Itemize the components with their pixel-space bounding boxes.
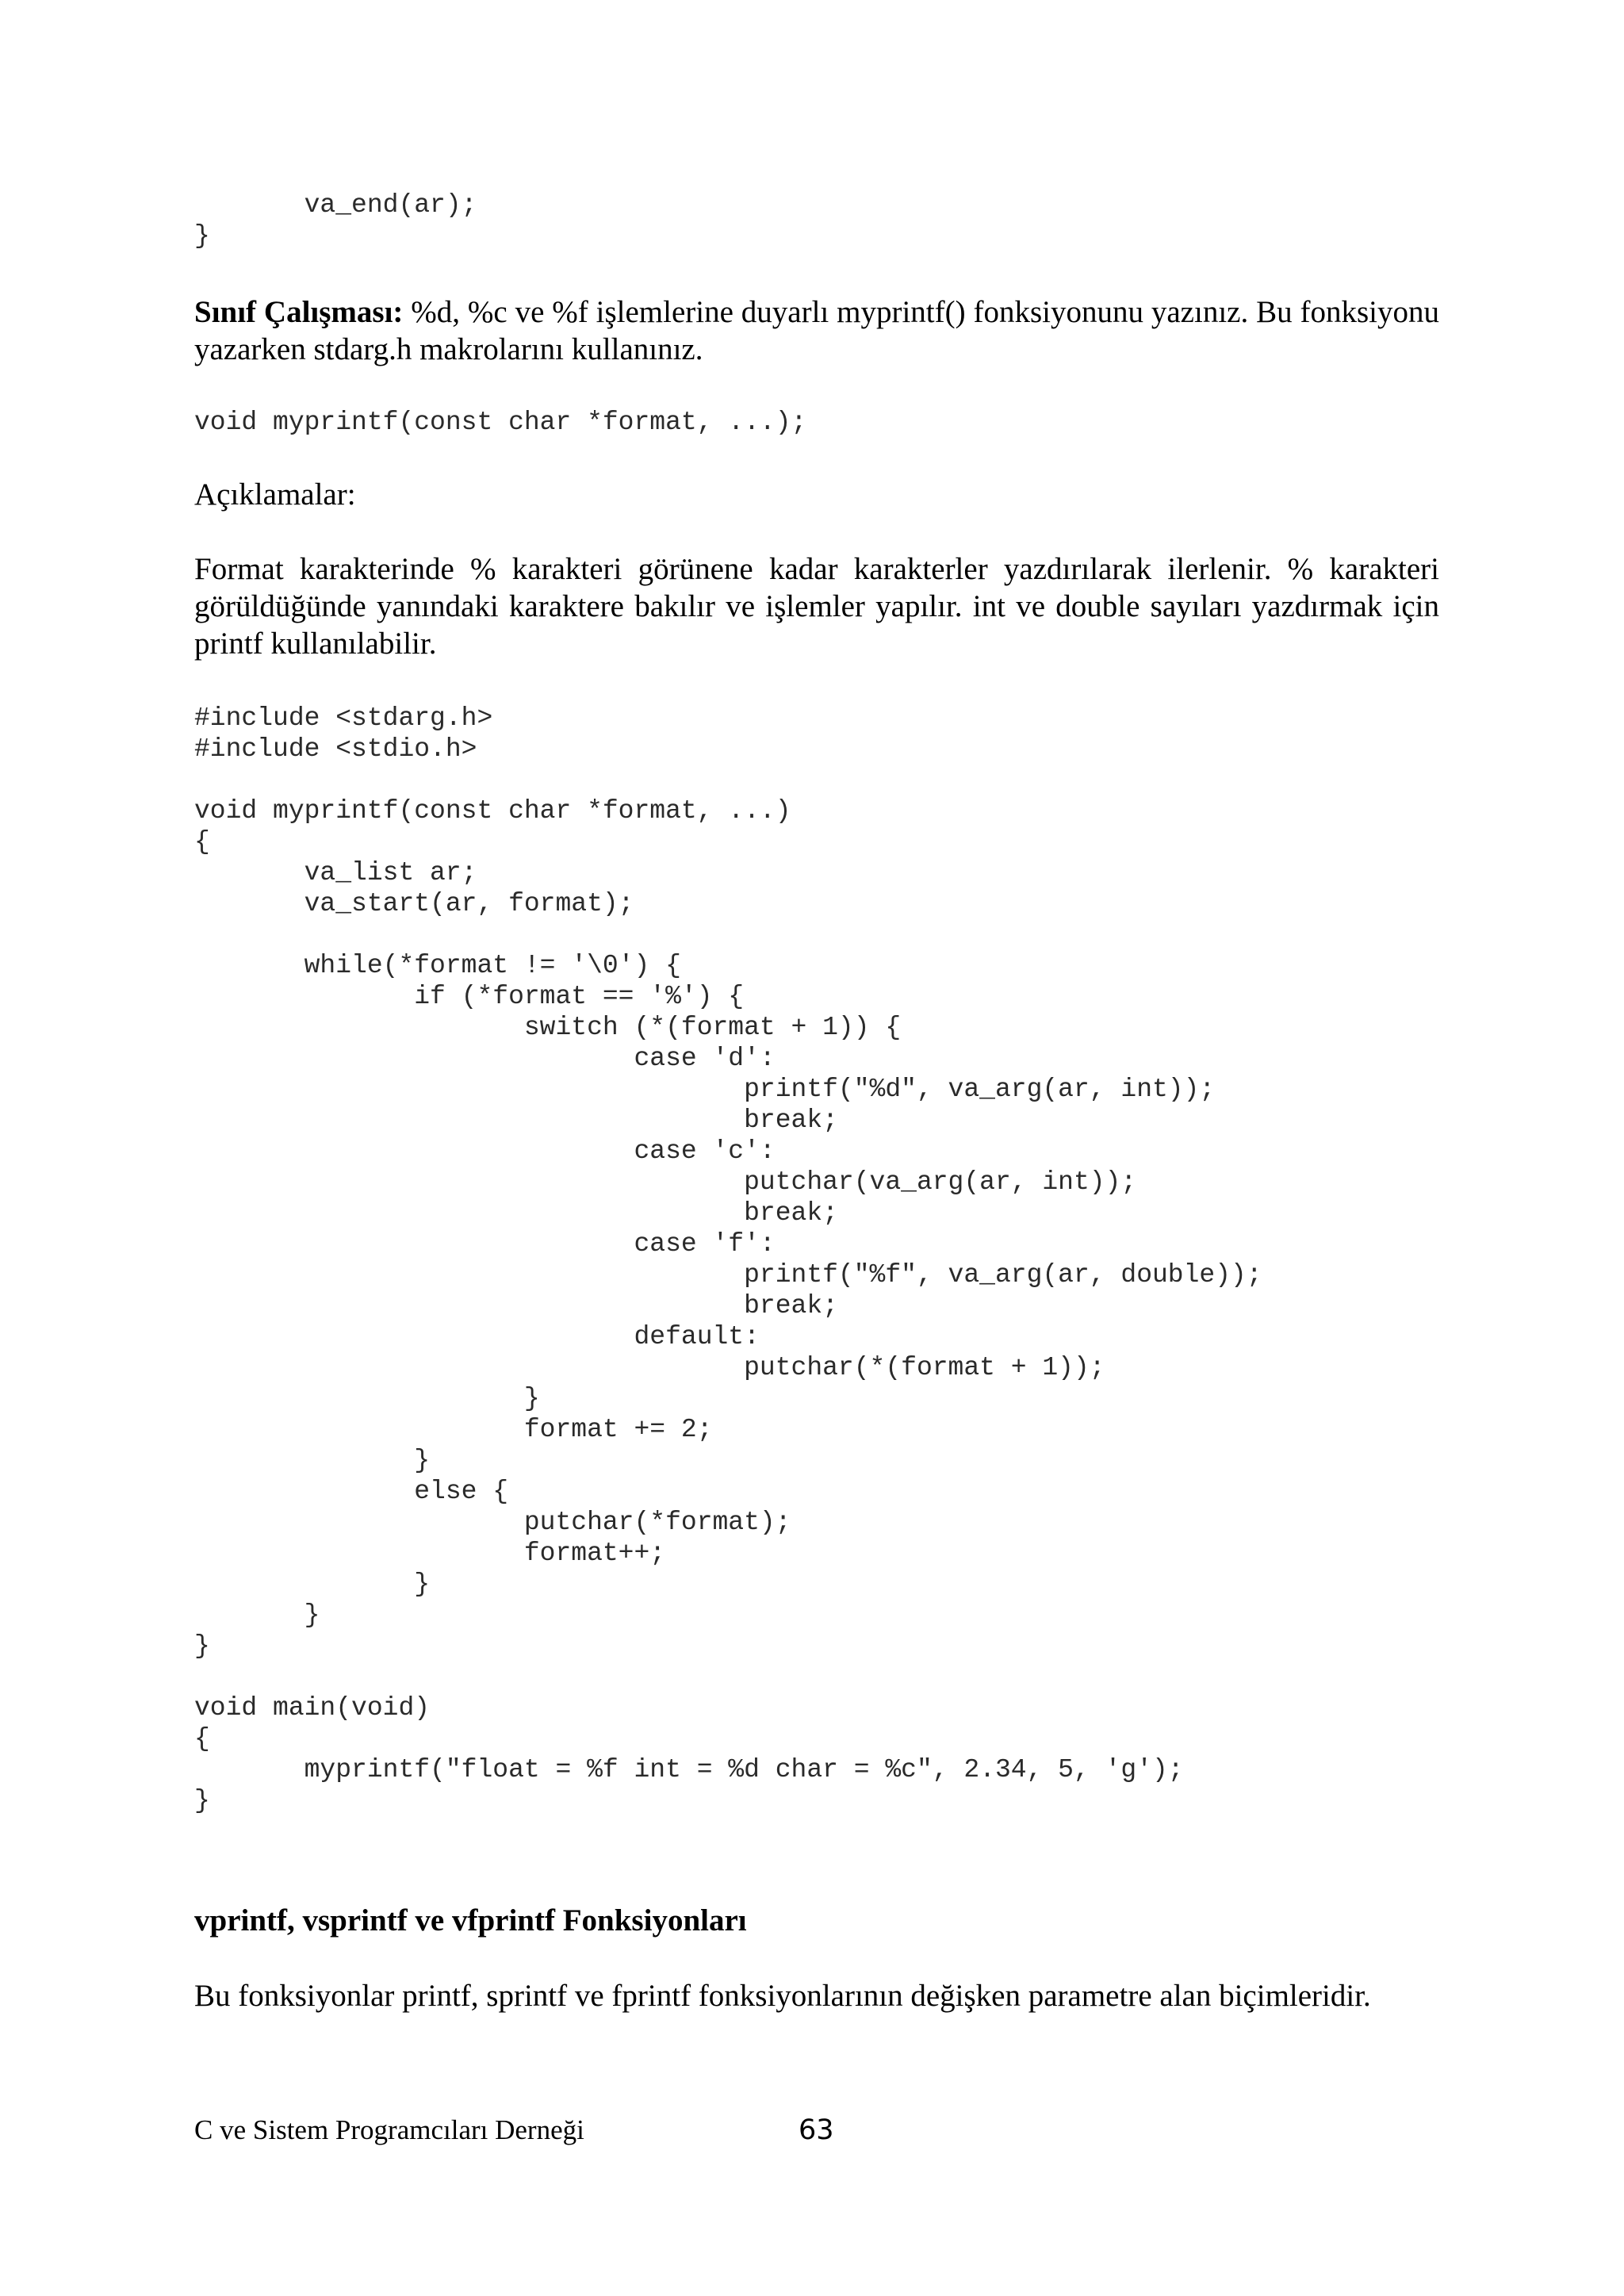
explanations-title: Açıklamalar: — [194, 477, 356, 512]
section-heading: vprintf, vsprintf ve vfprintf Fonksiyonları — [194, 1903, 747, 1938]
code-block-end: va_end(ar); } — [194, 190, 477, 251]
section-paragraph: Bu fonksiyonlar printf, sprintf ve fprintf fonksiyonlarının değişken parametre alan biçimleridir. — [194, 1979, 1371, 2013]
explanations-paragraph: Format karakterinde % karakteri görünene kadar karakterler yazdırılarak ilerlenir. % karakteri görüldüğünde yanındaki karaktere bakılır ve işlemler yapılır. int ve double sayıları yazdırmak için printf kullanılabilir. — [194, 552, 1439, 661]
code-listing: #include <stdarg.h> #include <stdio.h> void myprintf(const char *format, ...) { va_list ar; va_start(ar, format); while(*format != '\0') { if (*format == '%') { switch (*(format + 1)) { case 'd': printf("%d", va_arg(ar, int)); break; case 'c': putchar(va_arg(ar, int)); break; case 'f': printf("%f", va_arg(ar, double)); break; default: putchar(*(format + 1)); } format += 2; } else { putchar(*format); format++; } } } void main(void) { myprintf("float = %f int = %d char = %c", 2.34, 5, 'g'); } — [194, 703, 1262, 1815]
footer-organization: C ve Sistem Programcıları Derneği — [194, 2114, 584, 2145]
page-number: 63 — [799, 2114, 834, 2146]
function-prototype: void myprintf(const char *format, ...); — [194, 408, 807, 437]
class-work-text: %d, %c ve %f işlemlerine duyarlı myprintf() fonksiyonunu yazınız. Bu fonksiyonu yazarken stdarg.h makrolarını kullanınız. — [194, 295, 1439, 366]
class-work-paragraph — [194, 293, 1439, 368]
class-work-label: Sınıf Çalışması: — [194, 295, 404, 329]
